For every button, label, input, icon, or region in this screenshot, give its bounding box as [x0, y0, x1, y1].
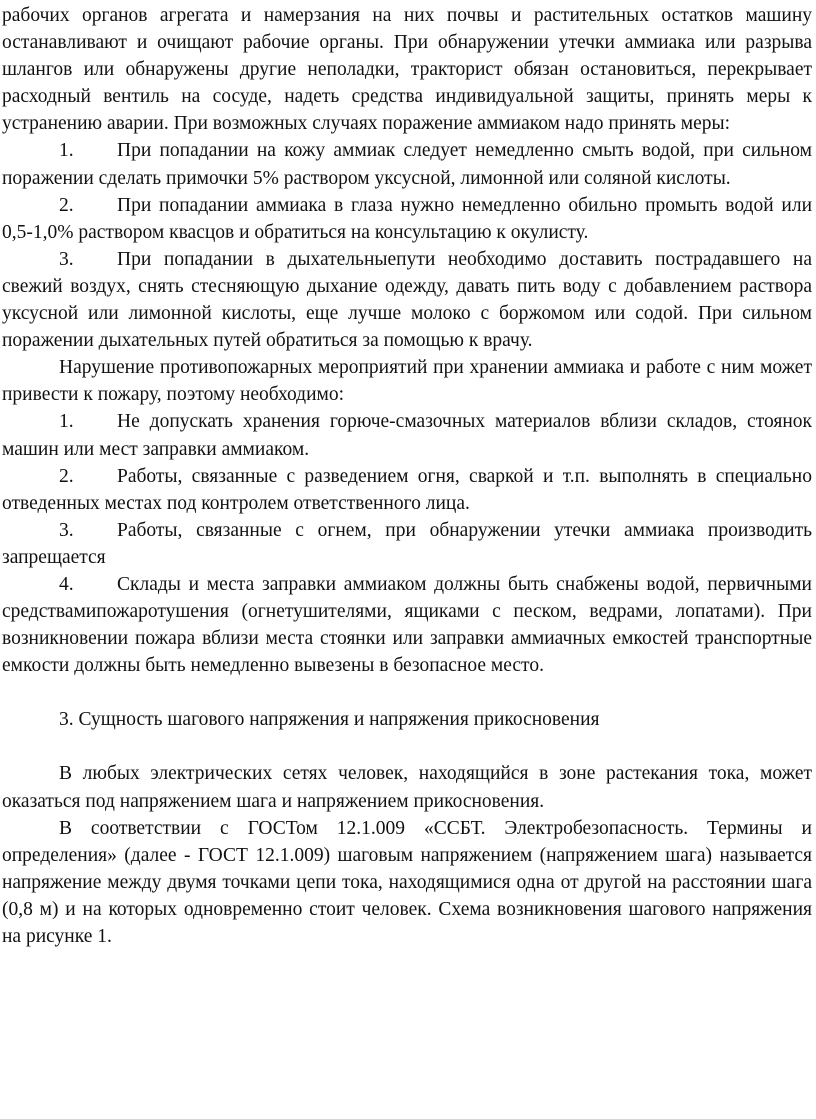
paragraph-step-voltage-intro: В любых электрических сетях человек, находящийся в зоне растекания тока, может оказаться под напряжением шага и напряжением прикосновения. — [2, 763, 812, 812]
list-item — [2, 246, 812, 354]
fire-safety-list — [2, 408, 812, 679]
list-item-text: Работы, связанные с огнем, при обнаружении утечки аммиака производить запрещается — [2, 519, 812, 568]
paragraph-ammonia-stop: рабочих органов агрегата и намерзания на них почвы и растительных остатков машину останавливают и очищают рабочие органы. При обнаружении утечки аммиака или разрыва шлангов или обнаружены другие неполадки, тракторист обязан остановиться, перекрывает расходный вентиль на сосуде, надеть средства индивидуальной защиты, принять меры к устранению аварии. При возможных случаях поражение аммиаком надо принять меры: — [2, 5, 812, 135]
spacer — [2, 679, 812, 706]
list-item-number: 3. — [59, 519, 74, 541]
list-item-number: 1. — [59, 140, 74, 162]
paragraph-fire-safety: Нарушение противопожарных мероприятий при хранении аммиака и работе с ним может привести к пожару, поэтому необходимо: — [2, 357, 812, 406]
list-item-text: При попадании на кожу аммиак следует немедленно смыть водой, при сильном поражении сделать примочки 5% раствором уксусной, лимонной или соляной кислоты. — [2, 140, 812, 189]
spacer — [2, 733, 812, 760]
list-item-text: Склады и места заправки аммиаком должны быть снабжены водой, первичными средствамипожаротушения (огнетушителями, ящиками с песком, ведрами, лопатами). При возникновении пожара вблизи места стоянки или заправки аммиачных емкостей транспортные емкости должны быть немедленно вывезены в безопасное место. — [2, 573, 812, 677]
paragraph-step-voltage-definition: В соответствии с ГОСТом 12.1.009 «ССБТ. Электробезопасность. Термины и определения» (далее - ГОСТ 12.1.009) шаговым напряжением (напряжением шага) называется напряжение между двумя точками цепи тока, находящимися одна от другой на расстоянии шага (0,8 м) и на которых одновременно стоит человек. Схема возникновения шагового напряжения на рисунке 1. — [2, 817, 812, 947]
list-item-number: 4. — [59, 573, 74, 595]
list-item — [2, 517, 812, 571]
list-item-number: 1. — [59, 411, 74, 433]
list-item-number: 2. — [59, 465, 74, 487]
list-item-number: 3. — [59, 248, 74, 270]
list-item-text: При попадании аммиака в глаза нужно немедленно обильно промыть водой или 0,5-1,0% раствором квасцов и обратиться на консультацию к окулисту. — [2, 194, 812, 243]
list-item — [2, 137, 812, 191]
list-item — [2, 192, 812, 246]
list-item-text: Не допускать хранения горюче-смазочных материалов вблизи складов, стоянок машин или мест заправки аммиаком. — [2, 411, 812, 460]
list-item-text: Работы, связанные с разведением огня, сваркой и т.п. выполнять в специально отведенных местах под контролем ответственного лица. — [2, 465, 812, 514]
section-heading: 3. Сущность шагового напряжения и напряжения прикосновения — [59, 709, 600, 731]
list-item — [2, 571, 812, 679]
first-aid-list — [2, 137, 812, 354]
list-item-text: При попадании в дыхательныепути необходимо доставить пострадавшего на свежий воздух, снять стесняющую дыхание одежду, давать пить воду с добавлением раствора уксусной или лимонной кислоты, еще лучше молоко с боржомом или содой. При сильном поражении дыхательных путей обратиться за помощью к врачу. — [2, 248, 812, 352]
list-item — [2, 463, 812, 517]
list-item-number: 2. — [59, 194, 74, 216]
list-item — [2, 408, 812, 462]
